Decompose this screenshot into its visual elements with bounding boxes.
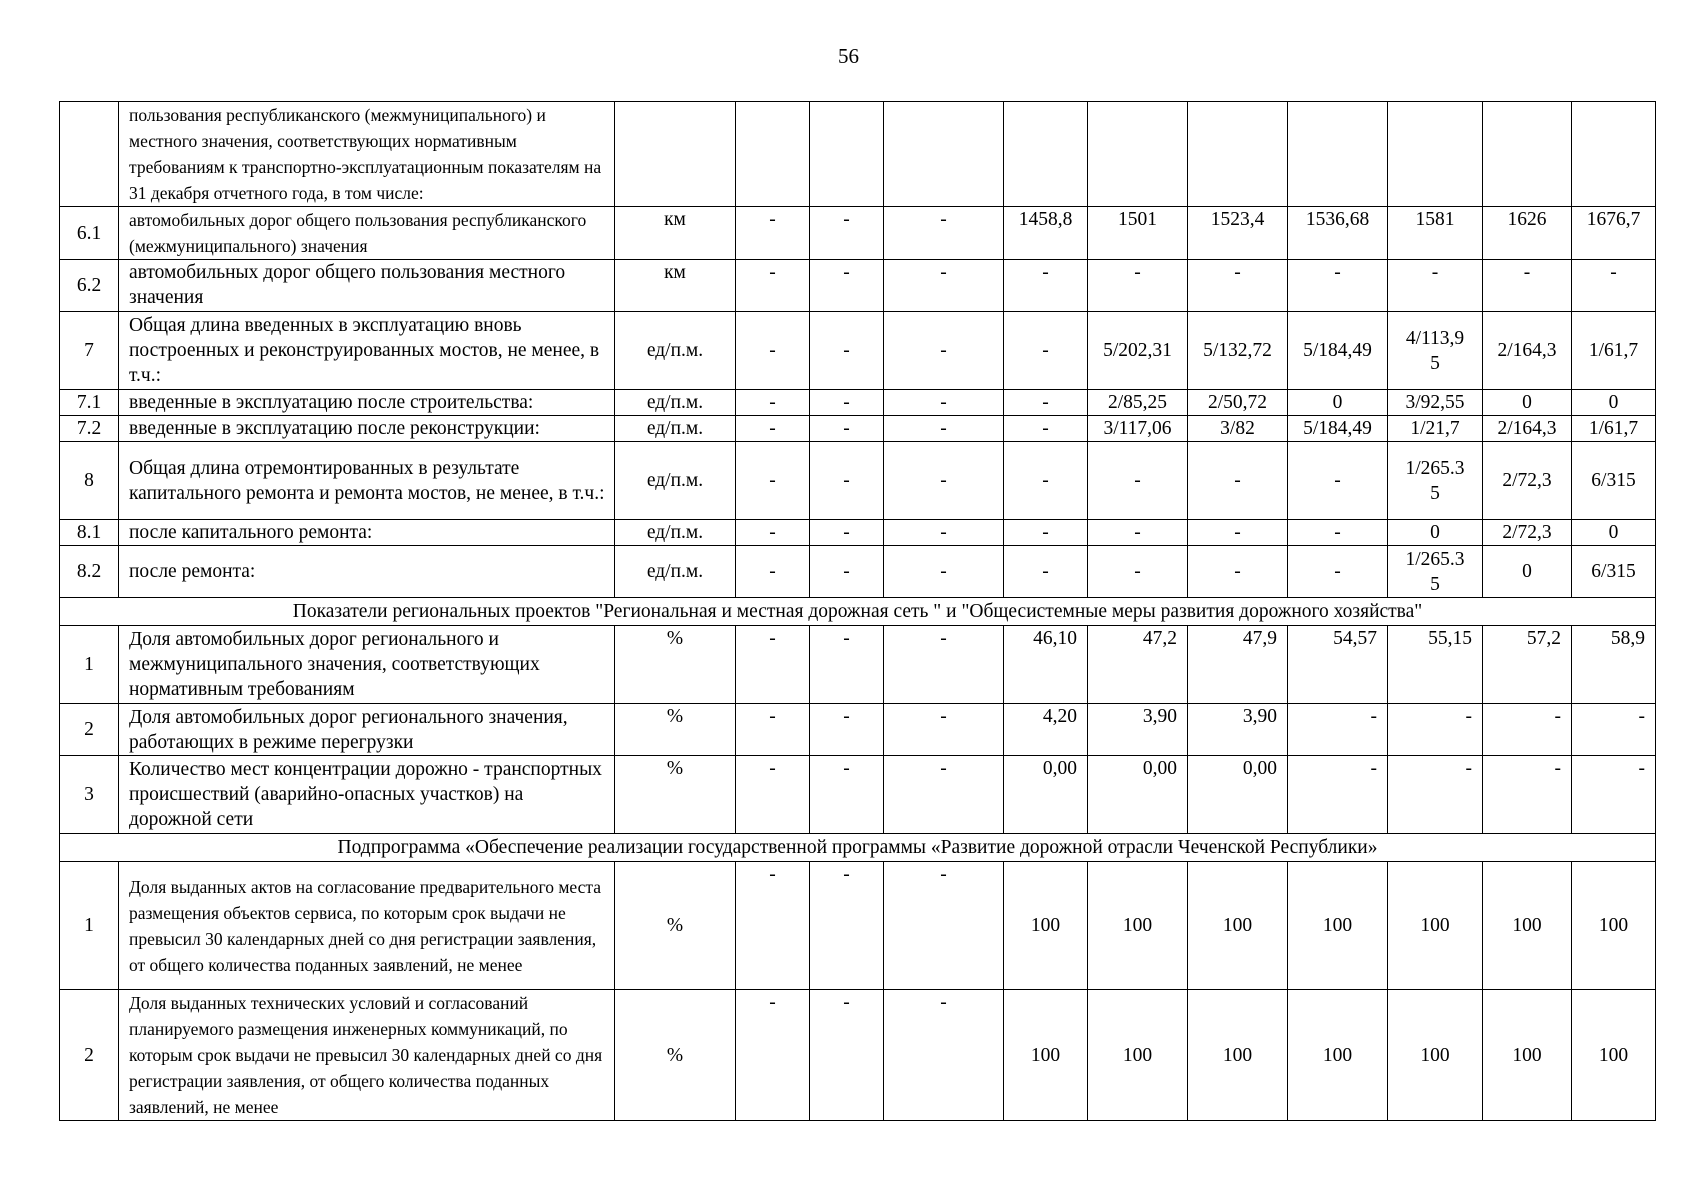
value-cell: - xyxy=(1483,260,1572,312)
unit-cell: км xyxy=(615,207,736,260)
value-cell: 1501 xyxy=(1088,207,1188,260)
row-number: 7.1 xyxy=(60,390,119,416)
value-cell: - xyxy=(1388,260,1483,312)
value-cell: 4,20 xyxy=(1004,704,1088,756)
value-cell: 58,9 xyxy=(1572,626,1656,704)
value-cell: 1/21,7 xyxy=(1388,416,1483,442)
table-row xyxy=(60,990,1656,1121)
value-cell: 0 xyxy=(1288,390,1388,416)
value-cell: 0 xyxy=(1572,520,1656,546)
value-cell: 0,00 xyxy=(1188,756,1288,834)
value-cell: - xyxy=(736,862,810,990)
row-number: 7.2 xyxy=(60,416,119,442)
value-cell: - xyxy=(810,207,884,260)
value-cell: - xyxy=(1004,520,1088,546)
table-row xyxy=(60,704,1656,756)
value-cell: 2/72,3 xyxy=(1483,520,1572,546)
value-cell: 47,2 xyxy=(1088,626,1188,704)
row-number: 8 xyxy=(60,442,119,520)
value-cell: 47,9 xyxy=(1188,626,1288,704)
value-cell: - xyxy=(884,520,1004,546)
value-cell: - xyxy=(1288,442,1388,520)
value-cell: - xyxy=(1288,520,1388,546)
value-cell: 1581 xyxy=(1388,207,1483,260)
value-cell: 55,15 xyxy=(1388,626,1483,704)
row-number: 7 xyxy=(60,312,119,390)
value-cell: - xyxy=(736,260,810,312)
value-cell: 100 xyxy=(1388,862,1483,990)
value-cell: 100 xyxy=(1188,862,1288,990)
indicator-name: Доля автомобильных дорог регионального значения, работающих в режиме перегрузки xyxy=(119,704,615,756)
value-cell: - xyxy=(1288,260,1388,312)
value-cell: - xyxy=(810,390,884,416)
value-cell: - xyxy=(884,546,1004,598)
value-cell: - xyxy=(1288,704,1388,756)
section-title: Подпрограмма «Обеспечение реализации государственной программы «Развитие дорожной отрасли Чеченской Республики» xyxy=(60,834,1656,862)
value-cell: 0,00 xyxy=(1088,756,1188,834)
value-cell: 3/92,55 xyxy=(1388,390,1483,416)
value-cell: - xyxy=(810,416,884,442)
indicator-name: введенные в эксплуатацию после реконструкции: xyxy=(119,416,615,442)
value-cell: 2/50,72 xyxy=(1188,390,1288,416)
row-number: 2 xyxy=(60,990,119,1121)
value-cell: - xyxy=(736,312,810,390)
unit-cell: ед/п.м. xyxy=(615,312,736,390)
value-cell: - xyxy=(736,546,810,598)
value-cell: 2/85,25 xyxy=(1088,390,1188,416)
value-cell: 100 xyxy=(1188,990,1288,1121)
value-cell: - xyxy=(884,312,1004,390)
value-cell xyxy=(1483,102,1572,207)
value-cell: 100 xyxy=(1004,862,1088,990)
value-cell: 0 xyxy=(1388,520,1483,546)
value-cell: 100 xyxy=(1572,862,1656,990)
indicator-name: Количество мест концентрации дорожно - транспортных происшествий (аварийно-опасных участков) на дорожной сети xyxy=(119,756,615,834)
row-number: 2 xyxy=(60,704,119,756)
value-cell: - xyxy=(810,862,884,990)
value-cell xyxy=(736,102,810,207)
row-number: 6.1 xyxy=(60,207,119,260)
value-cell: 2/164,3 xyxy=(1483,312,1572,390)
value-cell: - xyxy=(1483,704,1572,756)
value-cell: - xyxy=(1004,260,1088,312)
value-cell: 1536,68 xyxy=(1288,207,1388,260)
value-cell: - xyxy=(1483,756,1572,834)
value-cell: 1523,4 xyxy=(1188,207,1288,260)
value-cell: - xyxy=(884,704,1004,756)
value-cell: 0 xyxy=(1572,390,1656,416)
value-cell: 1626 xyxy=(1483,207,1572,260)
value-cell: - xyxy=(1572,260,1656,312)
page-number: 56 xyxy=(838,44,859,68)
unit-cell: % xyxy=(615,756,736,834)
table-row xyxy=(60,312,1656,390)
value-cell xyxy=(884,102,1004,207)
value-cell: 100 xyxy=(1088,990,1188,1121)
unit-cell: ед/п.м. xyxy=(615,416,736,442)
indicator-name: Доля выданных актов на согласование предварительного места размещения объектов сервиса, по которым срок выдачи не превысил 30 календарных дней со дня регистрации заявления, от общего количества поданных заявлений, не менее xyxy=(119,862,615,990)
value-cell: 5/202,31 xyxy=(1088,312,1188,390)
value-cell: - xyxy=(1288,756,1388,834)
value-cell: - xyxy=(884,442,1004,520)
value-cell: 100 xyxy=(1088,862,1188,990)
unit-cell: ед/п.м. xyxy=(615,546,736,598)
value-cell: - xyxy=(884,862,1004,990)
table-row xyxy=(60,520,1656,546)
value-cell: 54,57 xyxy=(1288,626,1388,704)
value-cell: - xyxy=(736,626,810,704)
value-cell xyxy=(1572,102,1656,207)
unit-cell: ед/п.м. xyxy=(615,520,736,546)
value-cell: - xyxy=(810,442,884,520)
value-cell: - xyxy=(1572,704,1656,756)
unit-cell: % xyxy=(615,704,736,756)
value-cell xyxy=(1004,102,1088,207)
value-cell: - xyxy=(736,390,810,416)
value-cell: - xyxy=(810,312,884,390)
table-row xyxy=(60,442,1656,520)
value-cell: 3,90 xyxy=(1088,704,1188,756)
section-header-row xyxy=(60,598,1656,626)
indicator-name: автомобильных дорог общего пользования местного значения xyxy=(119,260,615,312)
value-cell: 2/72,3 xyxy=(1483,442,1572,520)
section-header-row xyxy=(60,834,1656,862)
indicator-name: введенные в эксплуатацию после строительства: xyxy=(119,390,615,416)
table-row xyxy=(60,102,1656,207)
value-cell: 5/184,49 xyxy=(1288,416,1388,442)
value-cell: 100 xyxy=(1388,990,1483,1121)
row-number: 1 xyxy=(60,862,119,990)
value-cell xyxy=(1388,102,1483,207)
value-cell: 100 xyxy=(1483,862,1572,990)
value-cell: 3/117,06 xyxy=(1088,416,1188,442)
value-cell xyxy=(1288,102,1388,207)
indicator-name: Общая длина отремонтированных в результате капитального ремонта и ремонта мостов, не менее, в т.ч.: xyxy=(119,442,615,520)
value-cell: - xyxy=(810,260,884,312)
value-cell: 100 xyxy=(1288,862,1388,990)
value-cell: - xyxy=(1188,260,1288,312)
value-cell: 1676,7 xyxy=(1572,207,1656,260)
value-cell: - xyxy=(736,207,810,260)
value-cell: - xyxy=(736,416,810,442)
value-cell: - xyxy=(884,626,1004,704)
table-row xyxy=(60,207,1656,260)
unit-cell: % xyxy=(615,626,736,704)
value-cell: - xyxy=(884,390,1004,416)
table-row xyxy=(60,626,1656,704)
value-cell: - xyxy=(1188,520,1288,546)
value-cell: 100 xyxy=(1288,990,1388,1121)
indicator-name: после капитального ремонта: xyxy=(119,520,615,546)
value-cell: 2/164,3 xyxy=(1483,416,1572,442)
value-cell: 1/61,7 xyxy=(1572,312,1656,390)
indicator-name: Доля автомобильных дорог регионального и межмуниципального значения, соответствующих нормативным требованиям xyxy=(119,626,615,704)
value-cell: - xyxy=(884,756,1004,834)
unit-cell: % xyxy=(615,990,736,1121)
value-cell: 4/113,9 5 xyxy=(1388,312,1483,390)
value-cell: - xyxy=(1004,390,1088,416)
unit-cell: ед/п.м. xyxy=(615,442,736,520)
value-cell: 3/82 xyxy=(1188,416,1288,442)
value-cell: 100 xyxy=(1572,990,1656,1121)
indicator-name: Общая длина введенных в эксплуатацию вновь построенных и реконструированных мостов, не менее, в т.ч.: xyxy=(119,312,615,390)
table-row xyxy=(60,416,1656,442)
value-cell: - xyxy=(1288,546,1388,598)
value-cell: 3,90 xyxy=(1188,704,1288,756)
value-cell: 100 xyxy=(1004,990,1088,1121)
value-cell: - xyxy=(810,704,884,756)
row-number xyxy=(60,102,119,207)
indicators-table xyxy=(59,101,1656,1121)
value-cell: 0 xyxy=(1483,390,1572,416)
value-cell: - xyxy=(736,756,810,834)
value-cell: - xyxy=(736,520,810,546)
value-cell: - xyxy=(1088,546,1188,598)
value-cell: 6/315 xyxy=(1572,442,1656,520)
value-cell: - xyxy=(736,442,810,520)
value-cell: - xyxy=(884,207,1004,260)
value-cell: - xyxy=(810,546,884,598)
value-cell: 6/315 xyxy=(1572,546,1656,598)
value-cell: 1/61,7 xyxy=(1572,416,1656,442)
value-cell: - xyxy=(736,704,810,756)
value-cell: 100 xyxy=(1483,990,1572,1121)
value-cell: - xyxy=(1004,416,1088,442)
value-cell: 1458,8 xyxy=(1004,207,1088,260)
value-cell: 1/265.3 5 xyxy=(1388,442,1483,520)
indicator-name: Доля выданных технических условий и согласований планируемого размещения инженерных коммуникаций, по которым срок выдачи не превысил 30 календарных дней со дня регистрации заявления, от общего количества поданных заявлений, не менее xyxy=(119,990,615,1121)
value-cell xyxy=(1088,102,1188,207)
value-cell: - xyxy=(810,626,884,704)
value-cell: 1/265.3 5 xyxy=(1388,546,1483,598)
table-row xyxy=(60,862,1656,990)
value-cell: - xyxy=(810,756,884,834)
table-row xyxy=(60,756,1656,834)
value-cell: 0 xyxy=(1483,546,1572,598)
row-number: 3 xyxy=(60,756,119,834)
value-cell: - xyxy=(1088,260,1188,312)
value-cell: - xyxy=(810,520,884,546)
value-cell: - xyxy=(884,260,1004,312)
section-title: Показатели региональных проектов "Региональная и местная дорожная сеть " и "Общесистемные меры развития дорожного хозяйства" xyxy=(60,598,1656,626)
value-cell: - xyxy=(1188,546,1288,598)
table-row xyxy=(60,260,1656,312)
value-cell: - xyxy=(884,990,1004,1121)
value-cell: 5/184,49 xyxy=(1288,312,1388,390)
value-cell: - xyxy=(1088,520,1188,546)
value-cell: 46,10 xyxy=(1004,626,1088,704)
value-cell: - xyxy=(1572,756,1656,834)
row-number: 8.1 xyxy=(60,520,119,546)
unit-cell xyxy=(615,102,736,207)
row-number: 1 xyxy=(60,626,119,704)
value-cell: 57,2 xyxy=(1483,626,1572,704)
value-cell: 0,00 xyxy=(1004,756,1088,834)
value-cell: - xyxy=(1004,442,1088,520)
unit-cell: км xyxy=(615,260,736,312)
value-cell xyxy=(810,102,884,207)
table-row xyxy=(60,546,1656,598)
indicator-name: автомобильных дорог общего пользования республиканского (межмуниципального) значения xyxy=(119,207,615,260)
unit-cell: % xyxy=(615,862,736,990)
row-number: 8.2 xyxy=(60,546,119,598)
table-row xyxy=(60,390,1656,416)
value-cell: - xyxy=(1388,756,1483,834)
value-cell: 5/132,72 xyxy=(1188,312,1288,390)
value-cell: - xyxy=(1004,312,1088,390)
row-number: 6.2 xyxy=(60,260,119,312)
value-cell: - xyxy=(810,990,884,1121)
value-cell xyxy=(1188,102,1288,207)
value-cell: - xyxy=(1188,442,1288,520)
indicator-name: после ремонта: xyxy=(119,546,615,598)
value-cell: - xyxy=(1088,442,1188,520)
indicator-name: пользования республиканского (межмуниципального) и местного значения, соответствующих нормативным требованиям к транспортно-эксплуатационным показателям на 31 декабря отчетного года, в том числе: xyxy=(119,102,615,207)
value-cell: - xyxy=(1388,704,1483,756)
unit-cell: ед/п.м. xyxy=(615,390,736,416)
value-cell: - xyxy=(884,416,1004,442)
value-cell: - xyxy=(1004,546,1088,598)
value-cell: - xyxy=(736,990,810,1121)
